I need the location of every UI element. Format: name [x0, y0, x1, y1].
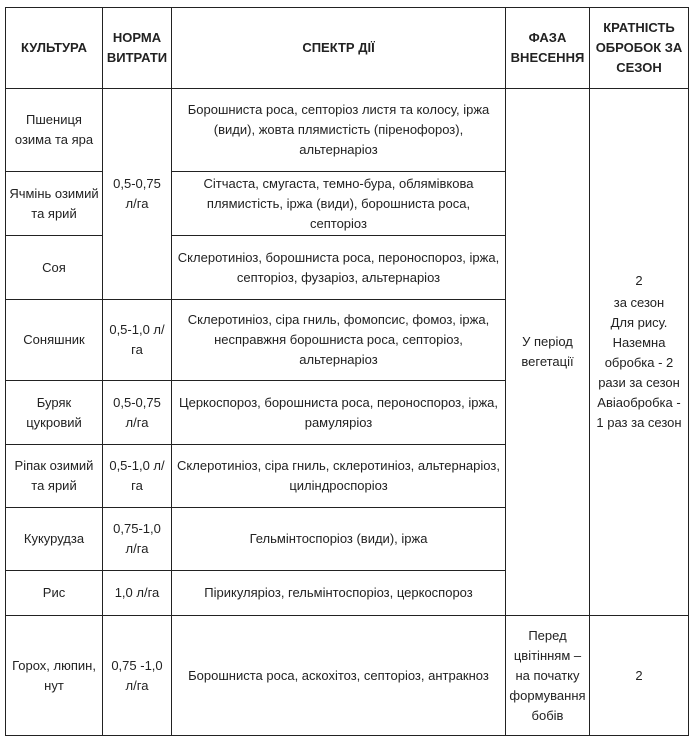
- crop-cell: Ячмінь озимий та ярий: [6, 172, 103, 236]
- crop-cell: Горох, люпин, нут: [6, 616, 103, 736]
- crop-cell: Пшениця озима та яра: [6, 89, 103, 172]
- crop-cell: Буряк цукровий: [6, 381, 103, 445]
- rate-cell: 0,75 -1,0 л/га: [103, 616, 172, 736]
- count-cell: 2: [590, 616, 689, 736]
- phase-cell: Перед цвітінням – на початку формування бобів: [506, 616, 590, 736]
- crop-cell: Кукурудза: [6, 508, 103, 571]
- table-row: [6, 616, 689, 736]
- rate-cell: 0,5-1,0 л/га: [103, 300, 172, 381]
- count-line: 2: [635, 273, 643, 288]
- spectrum-cell: Церкоспороз, борошниста роса, пероноспороз, іржа, рамуляріоз: [172, 381, 506, 445]
- header-count: КРАТНІСТЬ ОБРОБОК ЗА СЕЗОН: [590, 8, 689, 89]
- spectrum-cell: Борошниста роса, аскохітоз, септоріоз, антракноз: [172, 616, 506, 736]
- rate-cell: 0,5-1,0 л/га: [103, 445, 172, 508]
- spectrum-cell: Сітчаста, смугаста, темно-бура, облямівкова плямистість, іржа (види), борошниста роса, септоріоз: [172, 172, 506, 236]
- header-phase: ФАЗА ВНЕСЕННЯ: [506, 8, 590, 89]
- count-line: Для рису.: [610, 315, 668, 330]
- crop-cell: Рис: [6, 571, 103, 616]
- header-rate: НОРМА ВИТРАТИ: [103, 8, 172, 89]
- rate-cell: 0,5-0,75 л/га: [103, 381, 172, 445]
- header-row: [6, 8, 689, 89]
- spectrum-cell: Борошниста роса, септоріоз листя та колосу, іржа (види), жовта плямистість (піренофороз), альтернаріоз: [172, 89, 506, 172]
- fungicide-table: [5, 7, 689, 736]
- rate-cell: 0,75-1,0 л/га: [103, 508, 172, 571]
- count-line: Авіаобробка - 1 раз за сезон: [596, 395, 682, 430]
- header-spectrum: СПЕКТР ДІЇ: [172, 8, 506, 89]
- table-row: [6, 89, 689, 172]
- phase-cell: У період вегетації: [506, 89, 590, 616]
- crop-cell: Соняшник: [6, 300, 103, 381]
- count-cell: [590, 89, 689, 616]
- rate-cell: 1,0 л/га: [103, 571, 172, 616]
- crop-cell: Ріпак озимий та ярий: [6, 445, 103, 508]
- spectrum-cell: Пірикуляріоз, гельмінтоспоріоз, церкоспороз: [172, 571, 506, 616]
- spectrum-cell: Склеротиніоз, борошниста роса, пероноспороз, іржа, септоріоз, фузаріоз, альтернаріоз: [172, 236, 506, 300]
- header-crop: КУЛЬТУРА: [6, 8, 103, 89]
- spectrum-cell: Гельмінтоспоріоз (види), іржа: [172, 508, 506, 571]
- rate-cell: 0,5-0,75 л/га: [103, 89, 172, 300]
- count-line: за сезон: [613, 295, 665, 310]
- crop-cell: Соя: [6, 236, 103, 300]
- count-line: Наземна обробка - 2 рази за сезон: [598, 335, 680, 390]
- spectrum-cell: Склеротиніоз, сіра гниль, фомопсис, фомоз, іржа, несправжня борошниста роса, септоріоз, альтернаріоз: [172, 300, 506, 381]
- spectrum-cell: Склеротиніоз, сіра гниль, склеротиніоз, альтернаріоз, циліндроспоріоз: [172, 445, 506, 508]
